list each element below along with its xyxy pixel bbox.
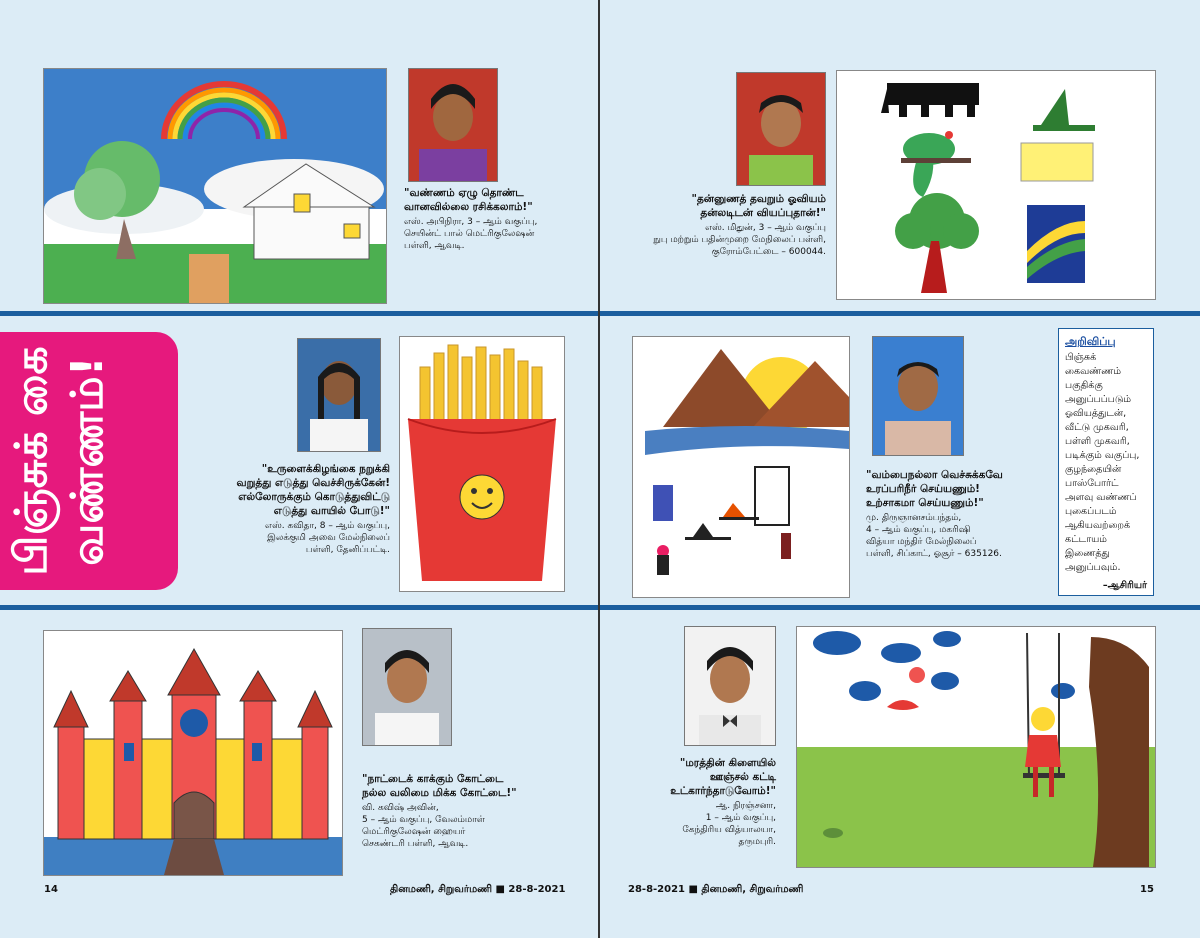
credit-name: எஸ். கவிதா, 8 – ஆம் வகுப்பு, — [265, 521, 390, 531]
caption-entry-1 — [404, 186, 594, 252]
drawing-castle — [43, 630, 343, 876]
quote-entry-6: "மரத்தின் கிளையில் ஊஞ்சல் கட்டி உட்கார்ந்தாடுவோம்!" — [670, 757, 776, 797]
drawing-mountains-playground — [632, 336, 850, 598]
credit-place: செகண்டரி பள்ளி, ஆவடி. — [362, 839, 469, 849]
quote-entry-1: "வண்ணம் ஏழு தொண்ட வானவில்லை ரசிக்கலாம்!" — [404, 187, 533, 213]
caption-entry-5 — [362, 772, 562, 850]
notice-box — [1058, 328, 1154, 596]
credit-school: மெட்ரிகுலேஷன் ஹையர் — [362, 827, 466, 837]
photo-girl-red-background — [408, 68, 498, 182]
credit-name: வி. கவிஷ் அவின், — [362, 803, 439, 813]
credit-name: ஆ. நிரஞ்சனா, — [715, 801, 776, 811]
masthead-left: தினமணி, சிறுவர்மணி ■ 28-8-2021 — [390, 884, 566, 895]
masthead-right: 28-8-2021 ■ தினமணி, சிறுவர்மணி — [628, 884, 804, 895]
credit-school: இலக்குமி அவை மேல்நிலைப் — [267, 533, 390, 543]
photo-girl-braids — [297, 338, 381, 452]
credit-name: எஸ். அபிநிரா, 3 – ஆம் வகுப்பு, — [404, 217, 538, 227]
credit-place: தருமபுரி. — [738, 837, 776, 847]
credit-place: பள்ளி, தேனிப்பட்டி. — [305, 545, 390, 555]
page-number-right: 15 — [1140, 884, 1154, 895]
page-number-left: 14 — [44, 884, 58, 895]
photo-boy-white-shirt — [362, 628, 452, 746]
drawing-rainbow-house — [43, 68, 387, 304]
caption-entry-6 — [600, 756, 776, 848]
quote-entry-2: "தன்னுணத் தவறும் ஓவியம் தன்லடிடன் வியப்புதான்!" — [691, 193, 826, 219]
drawing-elephant-parrot-shapes — [836, 70, 1156, 300]
notice-signature: –ஆசிரியர் — [1102, 580, 1147, 591]
credit-school: செயின்ட் பால் மெட்ரிகுலேஷன் — [404, 229, 535, 239]
quote-entry-3: "உருளைக்கிழங்கை நறுக்கி வறுத்து எடுத்து வெச்சிருக்கேன்! எல்லோருக்கும் கொடுத்துவிட்டு எடுத்து வாயில் போடு!" — [236, 463, 390, 517]
section-divider-bottom — [0, 605, 1200, 610]
photo-boy-checked-shirt — [872, 336, 964, 456]
notice-title: அறிவிப்பு — [1065, 335, 1116, 348]
credit-place: பள்ளி, சிப்காட், ஓசூர் – 635126. — [866, 549, 1002, 559]
photo-girl-bow-tie — [684, 626, 776, 746]
credit-class: 5 – ஆம் வகுப்பு, வேலம்மாள் — [362, 815, 485, 825]
credit-class: 1 – ஆம் வகுப்பு, — [705, 813, 776, 823]
credit-school: நுபு மற்றும் பதின்முறை மேநிலைப் பள்ளி, — [653, 235, 826, 245]
credit-class: 4 – ஆம் வகுப்பு, மகரிஷி — [866, 525, 971, 535]
quote-entry-5: "நாட்டைக் காக்கும் கோட்டை நல்ல வலிமை மிக்க கோட்டை!" — [362, 773, 517, 799]
section-divider-top — [0, 311, 1200, 316]
drawing-french-fries — [399, 336, 565, 592]
photo-boy-green-shirt — [736, 72, 826, 186]
quote-entry-4: "வம்பைநல்லா வெச்சுக்கவே உரப்பரிநீர் செய்யணும்! உற்சாகமா செய்யணும்!" — [866, 469, 1003, 509]
credit-school: கேந்திரிய வித்யாலயா, — [682, 825, 776, 835]
caption-entry-4 — [866, 468, 1052, 560]
banner-title: பிஞ்சுக் கை வண்ணம்! — [6, 346, 113, 576]
caption-entry-2 — [610, 192, 826, 258]
credit-name: எஸ். மிதுன், 3 – ஆம் வகுப்பு — [705, 223, 826, 233]
caption-entry-3 — [190, 462, 390, 556]
notice-body: பிஞ்சுக் கைவண்ணம் பகுதிக்கு அனுப்பப்படும் ஓவியத்துடன், வீட்டு முகவரி, பள்ளி முகவரி, படிக்கும் வகுப்பு, குழந்தையின் பாஸ்போர்ட் அளவு வண்ணப் புகைப்படம் ஆகியவற்றைக் கட்டாயம் இணைத்து அனுப்பவும். — [1065, 352, 1140, 573]
section-banner — [0, 332, 178, 590]
credit-name: மு. திருஞானசம்பந்தம், — [866, 513, 962, 523]
credit-school: வித்யா மந்திர் மேல்நிலைப் — [866, 537, 977, 547]
drawing-girl-on-swing — [796, 626, 1156, 868]
credit-place: பள்ளி, ஆவடி. — [404, 241, 465, 251]
credit-place: குரோம்பேட்டை – 600044. — [711, 247, 826, 257]
